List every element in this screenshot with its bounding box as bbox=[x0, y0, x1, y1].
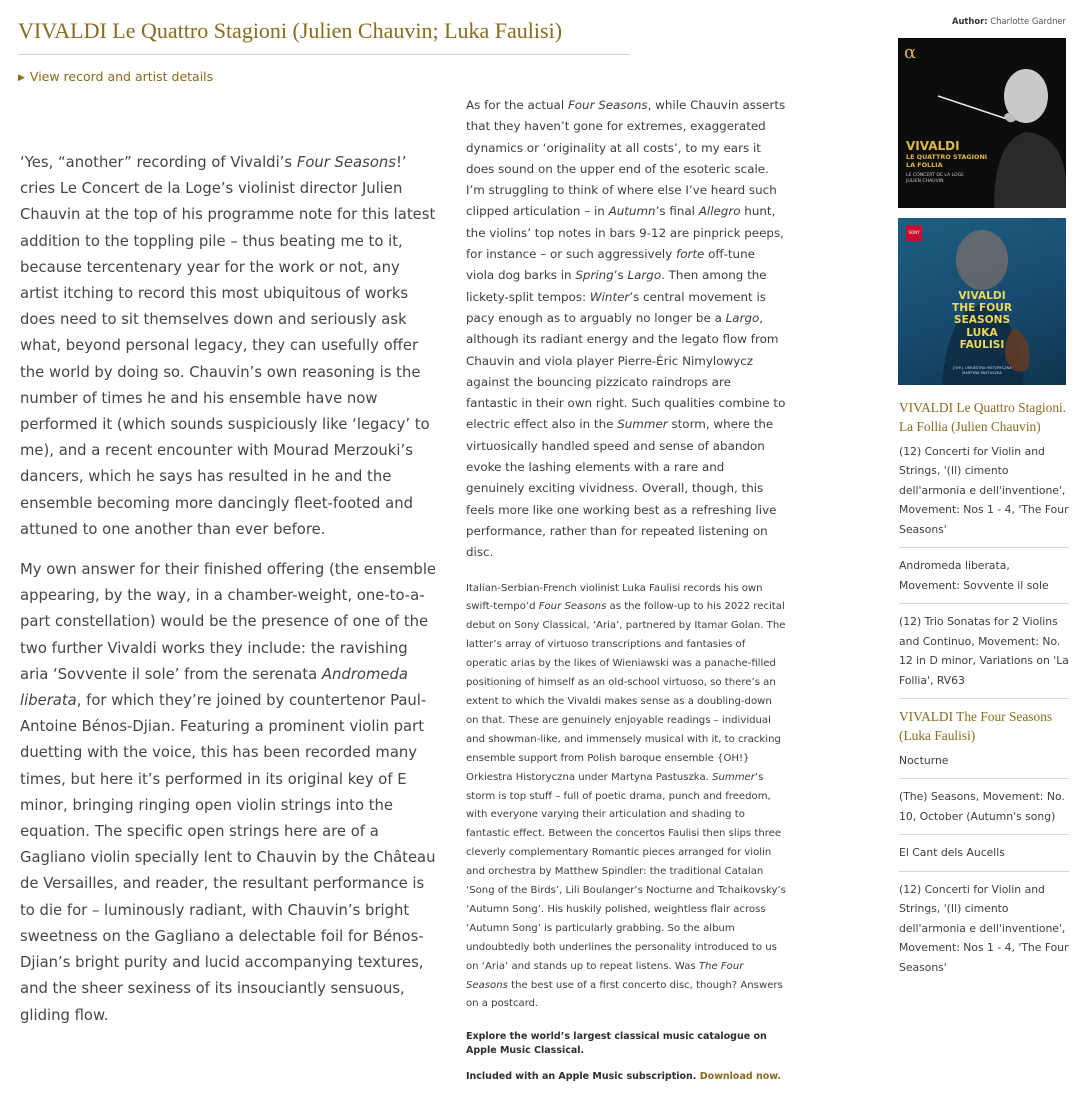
record-heading-faulisi[interactable]: VIVALDI The Four Seasons (Luka Faulisi) bbox=[899, 709, 1053, 744]
apple-music-promo-subscription bbox=[466, 1070, 786, 1084]
apple-music-promo bbox=[466, 1030, 786, 1058]
review-paragraph: As for the actual Four Seasons, while Chauvin asserts that they haven’t gone for extremes, exaggerated dynamics or ‘originality at all costs’, to my ears it does sound on the upper end of the esoteric scale. I’m struggling to think of where else I’ve heard such clipped articulation – in Autumn’s final Allegro hunt, the violins’ top notes in bars 9-12 are pinprick peeps, for instance – or such aggressively forte off-tune viola dog barks in Spring’s Largo. Then among the lickety-split tempos: Winter’s central movement is pacy enough as to arguably no longer be a Largo, although its radiant energy and the legato flow from Chauvin and viola player Pierre-Éric Nimylowycz against the bouncing pizzicato raindrops are fantastic in their own right. Such qualities combine to electric effect also in the Summer storm, where the virtuosically handled speed and sense of abandon evoke the lashing elements with a rare and genuinely exciting vividness. Overall, though, this feels more like one working best as a refreshing live performance, rather than for repeated listening on disc. bbox=[466, 98, 786, 560]
author-label: Author: bbox=[951, 16, 988, 26]
review-column-right bbox=[466, 95, 786, 1096]
album-cover-faulisi[interactable] bbox=[898, 218, 1066, 385]
author-name: Charlotte Gardner bbox=[990, 16, 1066, 26]
cover-subtitle: {OH!} ORKIESTRA HISTORYCZNA MARTYNA PASTUSZKA bbox=[952, 366, 1012, 375]
record-sidebar bbox=[899, 398, 1069, 993]
promo-line: Included with an Apple Music subscription. bbox=[466, 1071, 697, 1083]
triangle-right-icon: ▶ bbox=[18, 73, 25, 83]
review-paragraph: Italian-Serbian-French violinist Luka Faulisi records his own swift-tempo’d Four Seasons as the follow-up to his 2022 recital debut on Sony Classical, ‘Aria’, partnered by Itamar Golan. The latter’s array of virtuoso transcriptions and fantasies of operatic arias by the likes of Wieniawski was a panache-filled positioning of himself as an old-school virtuoso, so there’s an extent to which the Vivaldi makes sense as a doubling-down on that. These are genuinely enjoyable readings – individual and showman-like, and immensely musical with it, to cracking ensemble support from Polish baroque ensemble {OH!} Orkiestra Historyczna under Martyna Pastuszka. Summer’s storm is top stuff – full of poetic drama, punch and freedom, with everyone varying their articulation and shading to fantastic effect. Between the concertos Faulisi then slips three cleverly complementary Romantic pieces arranged for violin and orchestra by Matthew Spindler: the traditional Catalan ‘Song of the Birds’, Lili Boulanger’s Nocturne and Tchaikovsky’s ‘Autumn Song’. His huskily polished, weightless flair across ‘Autumn Song’ is particularly grabbing. So the album undoubtedly both underlines the personality introduced to us on ‘Aria’ and stands up to repeat listens. Was The Four Seasons the best use of a first concerto disc, though? Answers on a postcard. bbox=[466, 582, 786, 1010]
track-item: (The) Seasons, Movement: No. 10, October (Autumn's song) bbox=[899, 787, 1069, 835]
track-item: (12) Concerti for Violin and Strings, '(Il) cimento dell'armonia e dell'inventione', Movement: Nos 1 - 4, 'The Four Seasons' bbox=[899, 442, 1069, 549]
review-paragraph: My own answer for their finished offering (the ensemble appearing, by the way, in a chamber-weight, one-to-a-part constellation) would be the presence of one of the two further Vivaldi works they include: the ravishing aria ‘Sovvente il sole’ from the serenata Andromeda liberata, for which they’re joined by countertenor Paul-Antoine Bénos-Djian. Featuring a prominent violin part duetting with the voice, this has been recorded many times, but here it’s performed in its original key of E minor, bringing ringing open violin strings into the equation. The specific open strings here are of a Gagliano violin specially lent to Chauvin by the Château de Versailles, and reader, the resultant performance is to die for – luminously radiant, with Chauvin’s bright sweetness on the Gagliano a delectable foil for Bénos-Djian’s bright purity and lucid accompanying textures, and the sheer sexiness of its insouciantly sensuous, gliding flow. bbox=[20, 561, 437, 1024]
cover-subtitle: LE CONCERT DE LA LOGE JULIEN CHAUVIN bbox=[906, 173, 965, 184]
track-item: El Cant dels Aucells bbox=[899, 843, 1069, 872]
cover-title: VIVALDI LE QUATTRO STAGIONI LA FOLLIA bbox=[906, 139, 988, 169]
album-cover-chauvin[interactable] bbox=[898, 38, 1066, 208]
promo-line: Explore the world’s largest classical music catalogue on Apple Music Classical. bbox=[466, 1031, 767, 1057]
review-column-left bbox=[20, 150, 440, 1043]
track-item: (12) Concerti for Violin and Strings, '(Il) cimento dell'armonia e dell'inventione', Movement: Nos 1 - 4, 'The Four Seasons' bbox=[899, 882, 1069, 974]
view-details-link[interactable] bbox=[18, 69, 213, 84]
download-now-link[interactable]: Download now. bbox=[699, 1071, 782, 1083]
page-title: VIVALDI Le Quattro Stagioni (Julien Chauvin; Luka Faulisi) bbox=[18, 18, 630, 55]
track-item: Andromeda liberata, Movement: Sovvente il sole bbox=[899, 556, 1069, 604]
view-details-label: View record and artist details bbox=[29, 69, 214, 84]
track-item: (12) Trio Sonatas for 2 Violins and Continuo, Movement: No. 12 in D minor, Variations on 'La Follia', RV63 bbox=[899, 612, 1069, 699]
review-paragraph: ‘Yes, “another” recording of Vivaldi’s Four Seasons!’ cries Le Concert de la Loge’s violinist director Julien Chauvin at the top of his programme note for this latest addition to the toppling pile – thus beating me to it, because tercentenary year for the work or not, any artist itching to record this most ubiquitous of works does need to sit themselves down and seriously ask what, beyond personal legacy, they can usefully offer the world by doing so. Chauvin’s own reasoning is the number of times he and his ensemble have now performed it (which sounds suspiciously like ‘legacy’ to me), and a recent encounter with Mourad Merzouki’s dancers, which he says has resulted in he and the ensemble becoming more dancingly fleet-footed and attuned to one another than ever before. bbox=[20, 154, 436, 538]
record-heading-chauvin[interactable]: VIVALDI Le Quattro Stagioni. La Follia (Julien Chauvin) bbox=[899, 400, 1067, 435]
cover-title: VIVALDI THE FOUR SEASONS LUKA FAULISI bbox=[951, 290, 1013, 351]
sony-logo: SONY bbox=[906, 225, 922, 241]
label-logo: α bbox=[904, 42, 917, 63]
author-credit bbox=[952, 16, 1066, 26]
track-item: Nocturne bbox=[899, 751, 1069, 780]
